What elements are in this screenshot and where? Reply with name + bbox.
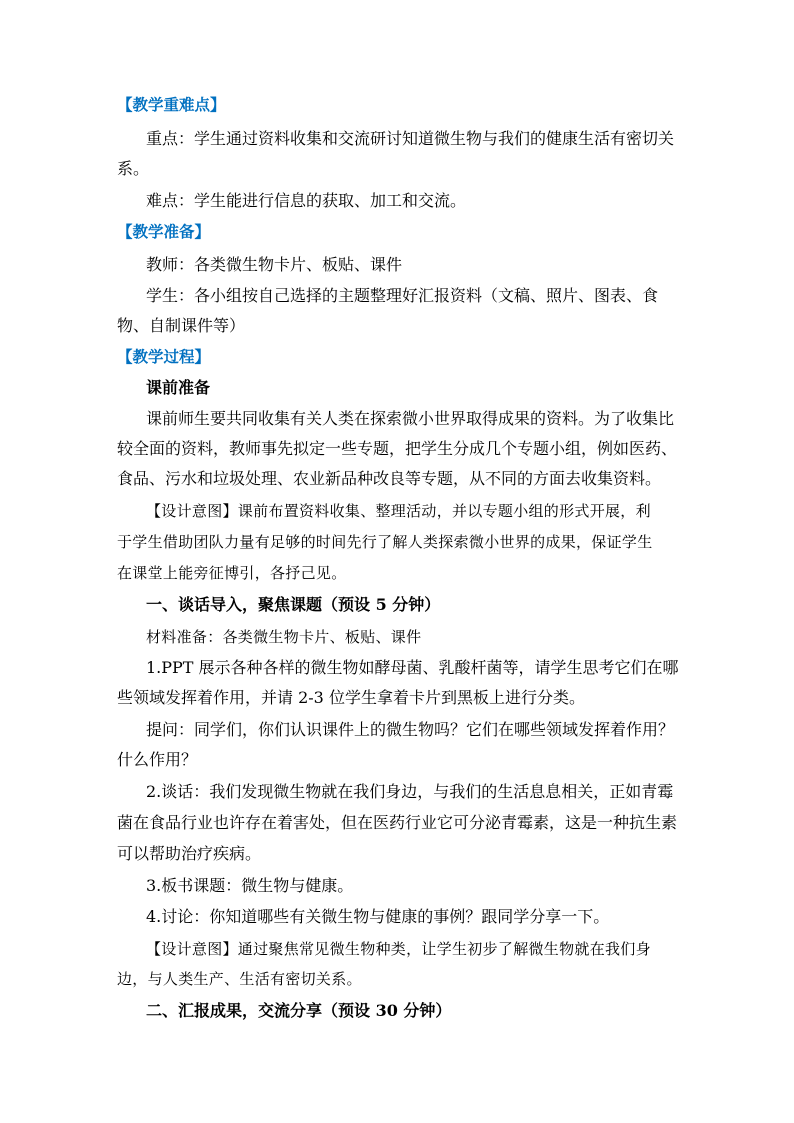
heading-preparation: 【教学准备】 bbox=[117, 222, 211, 241]
design-intent-2-line-1: 【设计意图】通过聚焦常见微生物种类，让学生初步了解微生物就在我们身 bbox=[146, 940, 651, 958]
difficult-point: 难点：学生能进行信息的获取、加工和交流。 bbox=[146, 191, 467, 210]
item-2-line-2: 菌在食品行业也许存在着害处，但在医药行业它可分泌青霉素，这是一种抗生素 bbox=[117, 813, 678, 832]
item-2-line-3: 可以帮助治疗疾病。 bbox=[117, 844, 262, 863]
question-line-2: 什么作用？ bbox=[117, 750, 198, 769]
key-point-line-2: 系。 bbox=[117, 159, 150, 178]
design-intent-1-line-3: 在课堂上能旁征博引，各抒己见。 bbox=[117, 564, 347, 582]
pre-class-line-2: 较全面的资料，教师事先拟定一些专题，把学生分成几个专题小组，例如医药、 bbox=[117, 439, 678, 458]
design-intent-2-line-2: 边，与人类生产、生活有密切关系。 bbox=[117, 970, 362, 988]
item-2-line-1: 2.谈话：我们发现微生物就在我们身边，与我们的生活息息相关，正如青霉 bbox=[146, 782, 674, 801]
item-3: 3.板书课题：微生物与健康。 bbox=[146, 876, 354, 895]
item-4: 4.讨论：你知道哪些有关微生物与健康的事例？跟同学分享一下。 bbox=[146, 907, 610, 926]
section-2-title: 二、汇报成果，交流分享（预设 30 分钟） bbox=[146, 1001, 452, 1020]
item-1-line-2: 些领域发挥着作用，并请 2-3 位学生拿着卡片到黑板上进行分类。 bbox=[117, 688, 585, 707]
materials-line: 材料准备：各类微生物卡片、板贴、课件 bbox=[146, 628, 422, 646]
pre-class-line-3: 食品、污水和垃圾处理、农业新品种改良等专题，从不同的方面去收集资料。 bbox=[117, 469, 662, 488]
student-preparation-line-1: 学生：各小组按自己选择的主题整理好汇报资料（文稿、照片、图表、食 bbox=[146, 286, 659, 305]
item-1-line-1: 1.PPT 展示各种各样的微生物如酵母菌、乳酸杆菌等，请学生思考它们在哪 bbox=[146, 658, 679, 677]
design-intent-1-line-1: 【设计意图】课前布置资料收集、整理活动，并以专题小组的形式开展，利 bbox=[146, 502, 651, 520]
section-1-title: 一、谈话导入，聚焦课题（预设 5 分钟） bbox=[146, 595, 441, 614]
question-line-1: 提问：同学们，你们认识课件上的微生物吗？它们在哪些领域发挥着作用？ bbox=[146, 720, 675, 739]
student-preparation-line-2: 物、自制课件等） bbox=[117, 316, 246, 335]
key-point-line-1: 重点：学生通过资料收集和交流研讨知道微生物与我们的健康生活有密切关 bbox=[146, 129, 675, 148]
heading-process: 【教学过程】 bbox=[117, 347, 211, 366]
heading-difficulty: 【教学重难点】 bbox=[117, 95, 226, 114]
design-intent-1-line-2: 于学生借助团队力量有足够的时间先行了解人类探索微小世界的成果，保证学生 bbox=[117, 533, 653, 551]
pre-class-line-1: 课前师生要共同收集有关人类在探索微小世界取得成果的资料。为了收集比 bbox=[146, 409, 675, 428]
teacher-preparation: 教师：各类微生物卡片、板贴、课件 bbox=[146, 255, 403, 274]
pre-class-title: 课前准备 bbox=[146, 378, 211, 397]
